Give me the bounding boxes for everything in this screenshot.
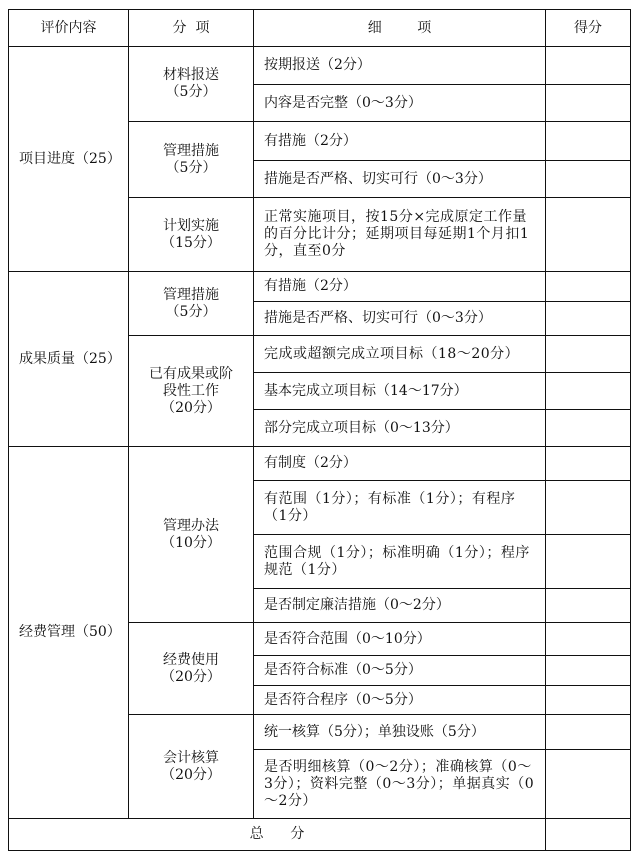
sub-item-name: 会计核算 [163,749,219,766]
detail-cell: 完成或超额完成立项目标（18～20分） [254,336,546,373]
detail-cell: 有制度（2分） [254,447,546,481]
score-cell[interactable] [546,715,631,750]
detail-cell: 措施是否严格、切实可行（0～3分） [254,302,546,336]
sub-item-cell [129,447,254,623]
header-score: 得分 [546,10,631,47]
evaluation-table [8,9,631,851]
score-cell[interactable] [546,623,631,656]
detail-cell: 措施是否严格、切实可行（0～3分） [254,161,546,198]
score-cell[interactable] [546,410,631,447]
sub-item-cell [129,47,254,122]
score-cell[interactable] [546,373,631,410]
sub-item-points: （5分） [165,159,217,176]
header-detail-item: 细 项 [254,10,546,47]
score-cell[interactable] [546,161,631,198]
table-row [9,447,631,481]
sub-item-points: （20分） [161,399,221,416]
score-cell[interactable] [546,481,631,535]
sub-item-cell [129,623,254,715]
sub-item-cell [129,198,254,272]
sub-item-points: （20分） [161,668,221,685]
sub-item-points: （5分） [165,84,217,100]
score-cell[interactable] [546,656,631,686]
score-cell[interactable] [546,47,631,85]
detail-cell: 按期报送（2分） [254,47,546,85]
category-cell: 成果质量（25） [9,272,129,447]
detail-cell: 内容是否完整（0～3分） [254,85,546,122]
detail-cell: 是否符合程序（0～5分） [254,686,546,715]
total-row [9,819,631,851]
header-evaluation-content: 评价内容 [9,10,129,47]
total-label: 总 分 [9,819,546,851]
table-row [9,47,631,85]
detail-cell: 有措施（2分） [254,122,546,161]
sub-item-cell [129,715,254,819]
score-cell[interactable] [546,336,631,373]
detail-cell: 范围合规（1分）；标准明确（1分）；程序规范（1分） [254,535,546,589]
score-cell[interactable] [546,122,631,161]
score-cell[interactable] [546,272,631,302]
score-cell[interactable] [546,85,631,122]
score-cell[interactable] [546,447,631,481]
sub-item-cell [129,272,254,336]
detail-cell: 是否符合范围（0～10分） [254,623,546,656]
detail-cell: 有范围（1分）；有标准（1分）；有程序（1分） [254,481,546,535]
evaluation-sheet [8,9,630,851]
detail-cell: 基本完成立项目标（14～17分） [254,373,546,410]
score-cell[interactable] [546,686,631,715]
sub-item-cell [129,336,254,447]
detail-cell: 有措施（2分） [254,272,546,302]
detail-cell: 部分完成立项目标（0～13分） [254,410,546,447]
detail-cell: 统一核算（5分）；单独设账（5分） [254,715,546,750]
detail-cell: 是否符合标准（0～5分） [254,656,546,686]
detail-cell: 是否制定廉洁措施（0～2分） [254,589,546,623]
score-cell[interactable] [546,302,631,336]
category-cell: 经费管理（50） [9,447,129,819]
detail-cell: 是否明细核算（0～2分）；准确核算（0～3分）；资料完整（0～3分）；单据真实（0～2分） [254,750,546,819]
score-cell[interactable] [546,198,631,272]
sub-item-points: （10分） [161,534,221,551]
score-cell[interactable] [546,750,631,819]
sub-item-name: 管理措施 [163,286,219,303]
score-cell[interactable] [546,589,631,623]
sub-item-points: （20分） [161,766,221,783]
detail-cell: 正常实施项目，按15分×完成原定工作量的百分比计分；延期项目每延期1个月扣1分，直至0分 [254,198,546,272]
sub-item-name: 已有成果或阶段性工作 [149,365,233,399]
header-sub-item: 分 项 [129,10,254,47]
score-cell[interactable] [546,535,631,589]
category-cell: 项目进度（25） [9,47,129,272]
sub-item-name: 经费使用 [163,651,219,668]
total-score-cell[interactable] [546,819,631,851]
sub-item-name: 管理办法 [163,517,219,534]
sub-item-name: 计划实施 [163,217,219,234]
sub-item-points: （15分） [161,234,221,251]
sub-item-name: 管理措施 [163,142,219,159]
header-row [9,10,631,47]
sub-item-name: 材料报送 [163,67,219,83]
sub-item-cell [129,122,254,198]
table-row [9,272,631,302]
sub-item-points: （5分） [165,303,217,320]
